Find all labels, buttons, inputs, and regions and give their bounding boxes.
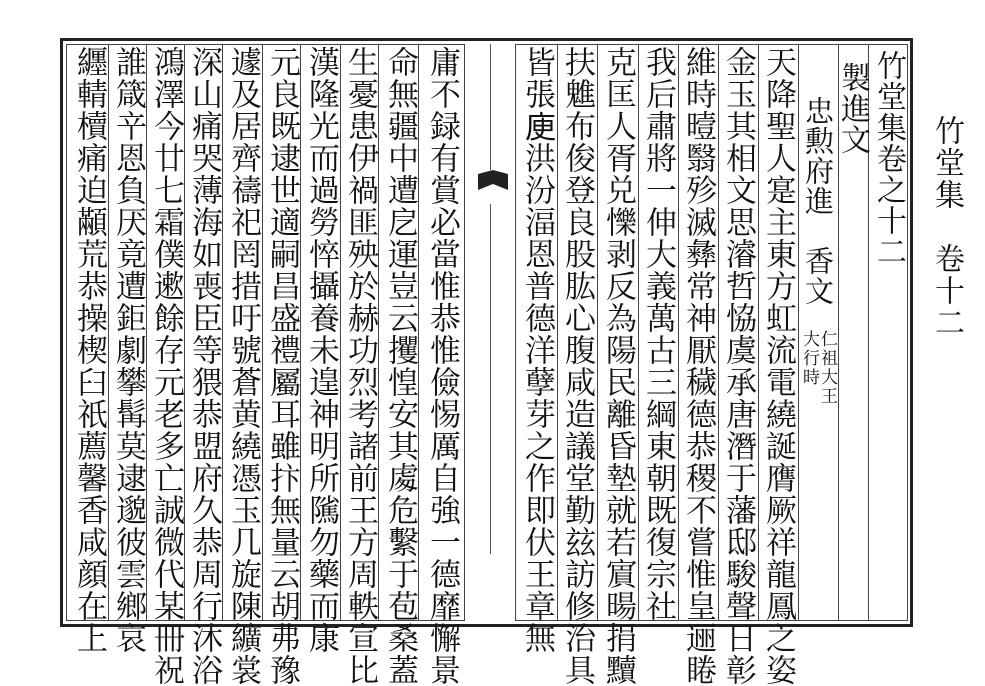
- fold-line-top: [490, 44, 491, 170]
- text-column-r3: 維時曀翳殄滅彝常神厭穢德恭稷不嘗惟皇逦睠: [680, 46, 716, 686]
- column-rule: [418, 44, 419, 621]
- column-rule: [718, 44, 719, 621]
- text-column-l10: 纒輤櫝痛迫顢荒恭操楔臼祇薦馨香咸顔在上: [71, 46, 107, 654]
- margin-title: 竹堂集 卷十二: [929, 115, 964, 339]
- text-column-l4: 漢隆光而過勞悴攝養未遑神明所隲勿藥而康: [303, 46, 339, 654]
- text-column-r7: 皆張𢈔洪汾湢恩普德洋孽芽之作即伏王章無: [519, 46, 555, 654]
- column-rule: [184, 44, 185, 621]
- fold-line-bottom: [490, 204, 491, 554]
- column-rule: [146, 44, 147, 621]
- column-rule: [108, 44, 109, 621]
- text-column-l2: 命無疆中遭戹運豈云攫惶安其䖏危繫于苞桑蓋: [382, 46, 418, 686]
- text-column-l8: 鴻澤今廿七霜僕遬餘存元老多亡誠微代某冊祝: [148, 46, 184, 686]
- text-column-l6: 遽及居齊禱祀罔措吁號蒼黄繞憑玉几旋陳纊裳: [225, 46, 261, 686]
- author-note-top: 仁祖大王: [817, 330, 837, 406]
- column-rule: [262, 44, 263, 621]
- text-column-l5: 元良既逮世適嗣昌盛禮屬耳雖抃無量云胡弗豫: [264, 46, 300, 686]
- text-column-r2: 金玉其相文思濬哲恊虞承唐潛于藩邸駿聲日彰: [720, 46, 756, 686]
- author-note-bottom: 大行時: [799, 330, 819, 387]
- fishtail-mark-icon: [478, 170, 508, 190]
- text-column-r1: 天降聖人寔主東方虹流電繞誕膺厥祥龍鳳之姿: [760, 46, 796, 686]
- column-rule: [758, 44, 759, 621]
- text-column-l1: 庸不録有賞必當惟恭惟儉惕厲自強一德靡懈景: [424, 46, 460, 686]
- section-heading: 製進文: [835, 62, 870, 155]
- author-line: 忠勲府進 香文: [801, 96, 835, 306]
- column-rule: [557, 44, 558, 621]
- column-rule: [340, 44, 341, 621]
- text-column-r6: 扶魋布俊登良股肱心腹咸造議堂勤玆訪修治具: [559, 46, 595, 686]
- column-rule: [638, 44, 639, 621]
- text-column-l3: 生憂患伊禍匪殃於赫功烈考諸前王方周軼宣比: [342, 46, 378, 686]
- column-rule: [222, 44, 223, 621]
- column-rule: [678, 44, 679, 621]
- text-column-r4: 我后肅將一伸大義萬古三綱東朝既復宗社: [640, 46, 676, 622]
- column-rule: [378, 44, 379, 621]
- column-rule: [597, 44, 598, 621]
- text-column-l9: 誰箴䇂恩負厌竟遭鉅劇攀髯莫逮邈彼雲鄉哀: [110, 46, 146, 654]
- text-column-r5: 克匡人胥兑㦡剥反為陽民離昏墊就若賔暘捐黷: [600, 46, 636, 686]
- center-fold: [464, 44, 516, 621]
- column-rule: [300, 44, 301, 621]
- text-column-l7: 深山痛哭薄海如喪臣等猥恭盟府久恭周行沐浴: [186, 46, 222, 686]
- running-title: 竹堂集卷之十二: [871, 50, 906, 267]
